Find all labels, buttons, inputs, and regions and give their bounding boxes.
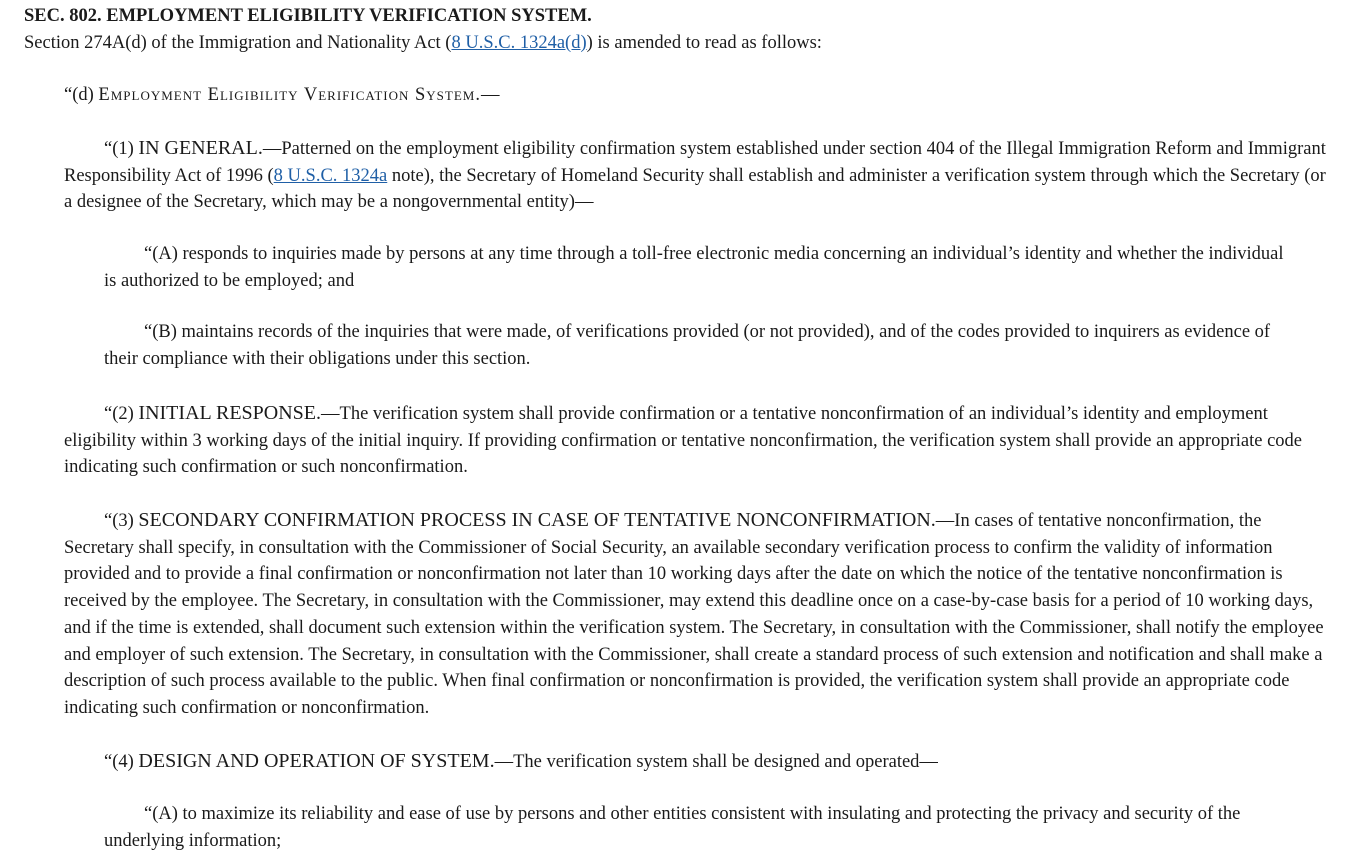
paragraph-1-text-before: —Patterned on the employment eligibility confirmation system established under section 404 of the Illegal Immigration Reform and Immigrant Responsibility Act of 1996 ( xyxy=(64,139,1326,186)
intro-text-before: Section 274A(d) of the Immigration and Nationality Act ( xyxy=(24,33,452,53)
paragraph-1-text-after: note), the Secretary of Homeland Security shall establish and administer a verification system through which the Secretary (or a designee of the Secretary, which may be a nongovernmental entity)— xyxy=(64,165,1326,213)
paragraph-2-heading: INITIAL RESPONSE. xyxy=(138,402,322,424)
paragraph-2-text: —The verification system shall provide confirmation or a tentative nonconfirmation of an individual’s identity and employment eligibility within 3 working days of the initial inquiry. If providing confirmation or tentative nonconfirmation, the verification system shall provide an appropriate code indicating such confirmation or such nonconfirmation. xyxy=(64,404,1303,478)
subsection-d-prefix: “(d) xyxy=(64,85,99,105)
paragraph-1-prefix: “(1) xyxy=(104,139,139,159)
subsection-d-heading xyxy=(64,82,499,109)
paragraph-1 xyxy=(64,135,1328,216)
intro-text-after: ) is amended to read as follows: xyxy=(586,33,822,53)
paragraph-4-A: “(A) to maximize its reliability and ease of use by persons and other entities consistent with insulating and protecting the privacy and security of the underlying information; xyxy=(104,804,1241,851)
subsection-d-dash: — xyxy=(480,85,500,105)
paragraph-3 xyxy=(64,507,1328,722)
usc-1324a-d-link[interactable]: 8 U.S.C. 1324a(d) xyxy=(451,33,587,53)
paragraph-4-prefix: “(4) xyxy=(104,752,139,772)
paragraph-1-heading: IN GENERAL. xyxy=(138,137,263,159)
subsection-d-title: Employment Eligibility Verification System. xyxy=(98,85,481,105)
paragraph-1-A: “(A) responds to inquiries made by persons at any time through a toll-free electronic media concerning an individual’s identity and whether the individual is authorized to be employed; and xyxy=(104,244,1284,291)
usc-1324a-link[interactable]: 8 U.S.C. 1324a xyxy=(273,165,388,186)
paragraph-4-heading: DESIGN AND OPERATION OF SYSTEM. xyxy=(138,750,495,772)
paragraph-4 xyxy=(64,748,1328,776)
paragraph-2-prefix: “(2) xyxy=(104,404,139,424)
paragraph-3-heading: SECONDARY CONFIRMATION PROCESS IN CASE OF TENTATIVE NONCONFIRMATION. xyxy=(138,509,936,531)
section-title: SEC. 802. EMPLOYMENT ELIGIBILITY VERIFICATION SYSTEM. xyxy=(24,6,592,26)
paragraph-3-text: —In cases of tentative nonconfirmation, the Secretary shall specify, in consultation with the Commissioner of Social Security, an available secondary verification process to confirm the validity of information provided and to provide a final confirmation or nonconfirmation not later than 10 working days after the date on which the notice of the tentative nonconfirmation is received by the employee. The Secretary, in consultation with the Commissioner, may extend this deadline once on a case-by-case basis for a period of 10 working days, and if the time is extended, shall document such extension within the verification system. The Secretary, in consultation with the Commissioner, shall notify the employee and employer of such extension. The Secretary, in consultation with the Commissioner, shall create a standard process of such extension and notification and shall make a description of such process available to the public. When final confirmation or nonconfirmation is provided, the verification system shall provide an appropriate code indicating such confirmation or nonconfirmation. xyxy=(64,511,1324,718)
paragraph-2 xyxy=(64,400,1328,481)
paragraph-3-prefix: “(3) xyxy=(104,511,139,531)
section-intro xyxy=(24,30,822,57)
paragraph-4-text: —The verification system shall be designed and operated— xyxy=(494,752,938,772)
paragraph-1-B: “(B) maintains records of the inquiries that were made, of verifications provided (or not provided), and of the codes provided to inquirers as evidence of their compliance with their obligations under this section. xyxy=(104,322,1271,369)
